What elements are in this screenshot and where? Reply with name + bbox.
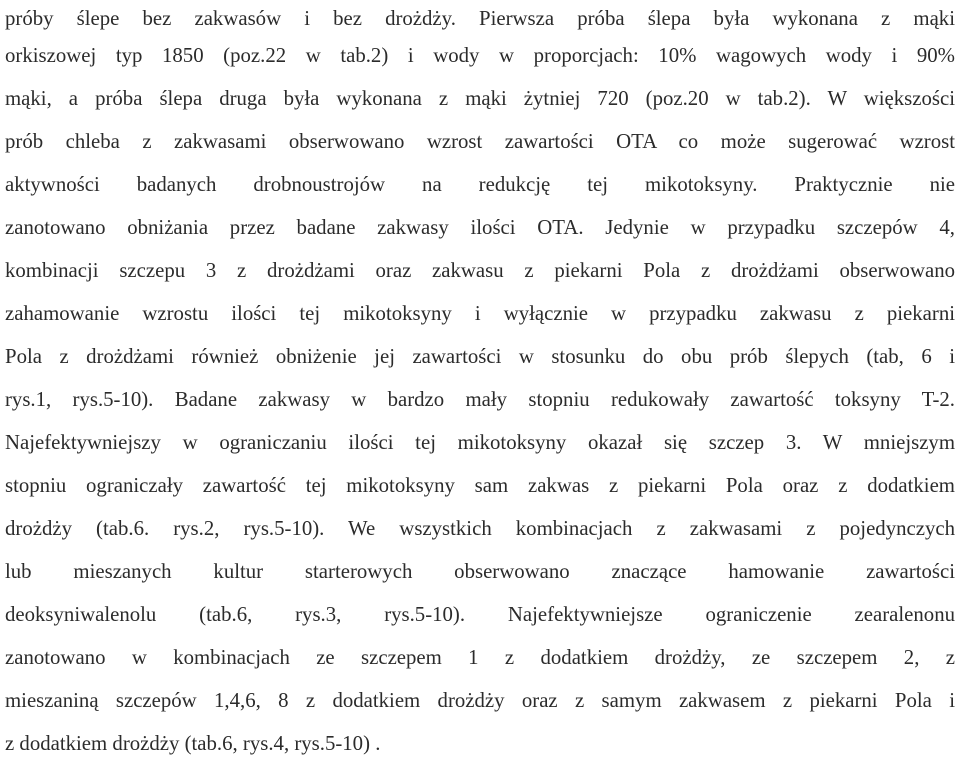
text-line: Pola z drożdżami również obniżenie jej zawartości w stosunku do obu prób ślepych (tab, 6 i [5,345,955,368]
text-line: lub mieszanych kultur starterowych obserwowano znaczące hamowanie zawartości [5,560,955,583]
text-line: Najefektywniejszy w ograniczaniu ilości tej mikotoksyny okazał się szczep 3. W mniejszym [5,431,955,454]
text-line: mąki, a próba ślepa druga była wykonana z mąki żytniej 720 (poz.20 w tab.2). W większości [5,87,955,110]
text-line: orkiszowej typ 1850 (poz.22 w tab.2) i wody w proporcjach: 10% wagowych wody i 90% [5,44,955,67]
text-line: kombinacji szczepu 3 z drożdżami oraz zakwasu z piekarni Pola z drożdżami obserwowano [5,259,955,282]
text-line: z dodatkiem drożdży (tab.6, rys.4, rys.5-10) . [5,732,381,755]
text-line: zahamowanie wzrostu ilości tej mikotoksyny i wyłącznie w przypadku zakwasu z piekarni [5,302,955,325]
text-line: zanotowano w kombinacjach ze szczepem 1 z dodatkiem drożdży, ze szczepem 2, z [5,646,955,669]
text-line: aktywności badanych drobnoustrojów na redukcję tej mikotoksyny. Praktycznie nie [5,173,955,196]
text-line: próby ślepe bez zakwasów i bez drożdży. Pierwsza próba ślepa była wykonana z mąki [5,7,955,30]
text-line: rys.1, rys.5-10). Badane zakwasy w bardzo mały stopniu redukowały zawartość toksyny T-2. [5,388,955,411]
text-line: deoksyniwalenolu (tab.6, rys.3, rys.5-10). Najefektywniejsze ograniczenie zearalenonu [5,603,955,626]
text-line: prób chleba z zakwasami obserwowano wzrost zawartości OTA co może sugerować wzrost [5,130,955,153]
text-line: stopniu ograniczały zawartość tej mikotoksyny sam zakwas z piekarni Pola oraz z dodatkiem [5,474,955,497]
text-line: drożdży (tab.6. rys.2, rys.5-10). We wszystkich kombinacjach z zakwasami z pojedynczych [5,517,955,540]
text-line: mieszaniną szczepów 1,4,6, 8 z dodatkiem drożdży oraz z samym zakwasem z piekarni Pola i [5,689,955,712]
text-line: zanotowano obniżania przez badane zakwasy ilości OTA. Jedynie w przypadku szczepów 4, [5,216,955,239]
